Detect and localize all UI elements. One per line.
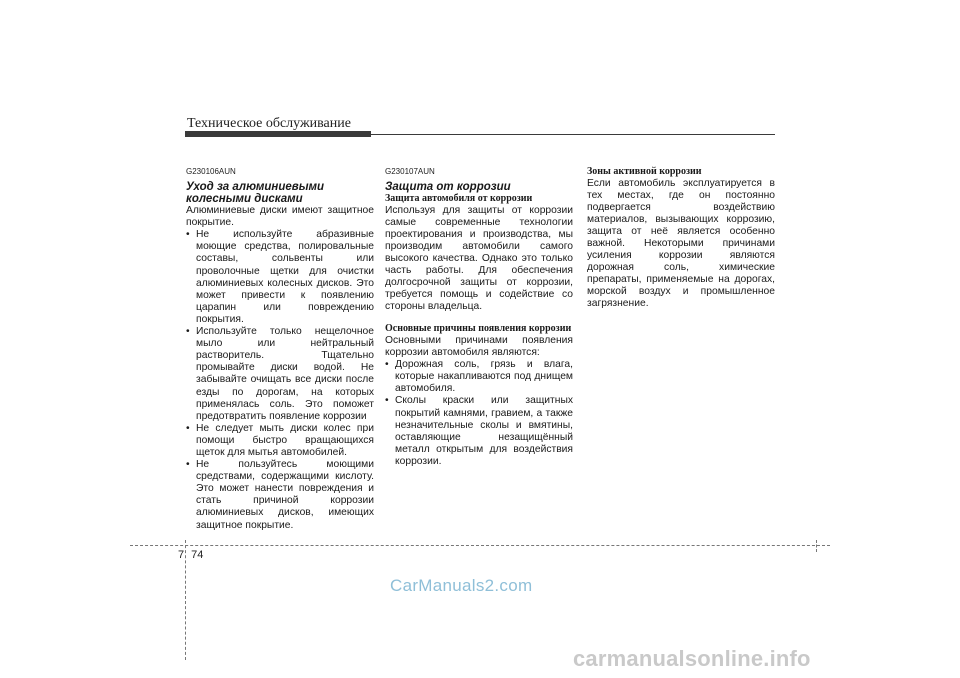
paragraph: Основными причинами появления коррозии автомобиля являются:	[385, 334, 573, 359]
paragraph: Если автомобиль эксплуатируется в тех местах, где он постоянно подвергается воздействию материалов, вызывающих коррозию, защита от неё является особенно важной. Некоторыми причинами усиления коррозии являются дорожная соль, химические препараты, применяемые на дорогах, морской воздух и промышленное загрязнение.	[587, 177, 775, 310]
list-item: • Дорожная соль, грязь и влага, которые накапливаются под днищем автомобиля.	[385, 359, 573, 395]
list-item: • Используйте только нещелочное мыло или нейтральный растворитель. Тщательно промывайте диски водой. Не забывайте очищать все диски после езды по дорогам, на которых применялась соль. Это поможет предотвратить появление коррозии	[186, 326, 374, 423]
section-code: G230107AUN	[385, 167, 435, 176]
bullet-list	[186, 229, 374, 531]
paragraph: Используя для защиты от коррозии самые современные технологии проектирования и производства, мы производим автомобили самого высокого качества. Однако это только часть работы. Для обеспечения долгосрочной защиты от коррозии, требуется помощь и содействие со стороны владельца.	[385, 204, 573, 313]
header-rule	[371, 134, 775, 135]
bullet-list	[385, 359, 573, 468]
list-item: • Не следует мыть диски колес при помощи быстро вращающихся щеток для мытья автомобилей.	[186, 423, 374, 459]
page-number-value: 74	[191, 549, 204, 561]
section-title: Уход за алюминиевыми колесными дисками	[186, 181, 325, 206]
column-corrosion-protection	[385, 166, 573, 468]
page-number	[178, 549, 203, 561]
header-bar-thick	[185, 131, 371, 137]
footer-rule	[130, 545, 830, 546]
section-header-title: Техническое обслуживание	[187, 116, 351, 131]
watermark-bottom: carmanualsonline.info	[573, 646, 811, 671]
column-active-corrosion-zones	[587, 166, 775, 311]
list-item: • Не пользуйтесь моющими средствами, содержащими кислоту. Это может нанести повреждения и стать причиной коррозии алюминиевых дисков, имеющих защитное покрытие.	[186, 459, 374, 532]
subsection-title: Зоны активной коррозии	[587, 166, 702, 177]
watermark-top: CarManuals2.com	[390, 576, 533, 595]
column-wheel-care	[186, 166, 374, 532]
list-item: • Не используйте абразивные моющие средства, полировальные составы, сольвенты или проволочные щетки для очистки алюминиевых колесных дисков. Это может привести к появлению царапин или повреждению покрытия.	[186, 229, 374, 326]
subsection-title: Основные причины появления коррозии	[385, 323, 572, 335]
intro-paragraph: Алюминиевые диски имеют защитное покрытие.	[186, 205, 374, 229]
section-title: Защита от коррозии	[385, 181, 511, 194]
footer-vertical-rule	[816, 540, 817, 552]
subsection-title: Защита автомобиля от коррозии	[385, 193, 533, 205]
section-code: G230106AUN	[186, 167, 236, 176]
chapter-number: 7	[178, 549, 185, 561]
list-item: • Сколы краски или защитных покрытий камнями, гравием, а также незначительные сколы и вмятины, оставляющие незащищённый металл открытым для воздействия коррозии.	[385, 395, 573, 468]
